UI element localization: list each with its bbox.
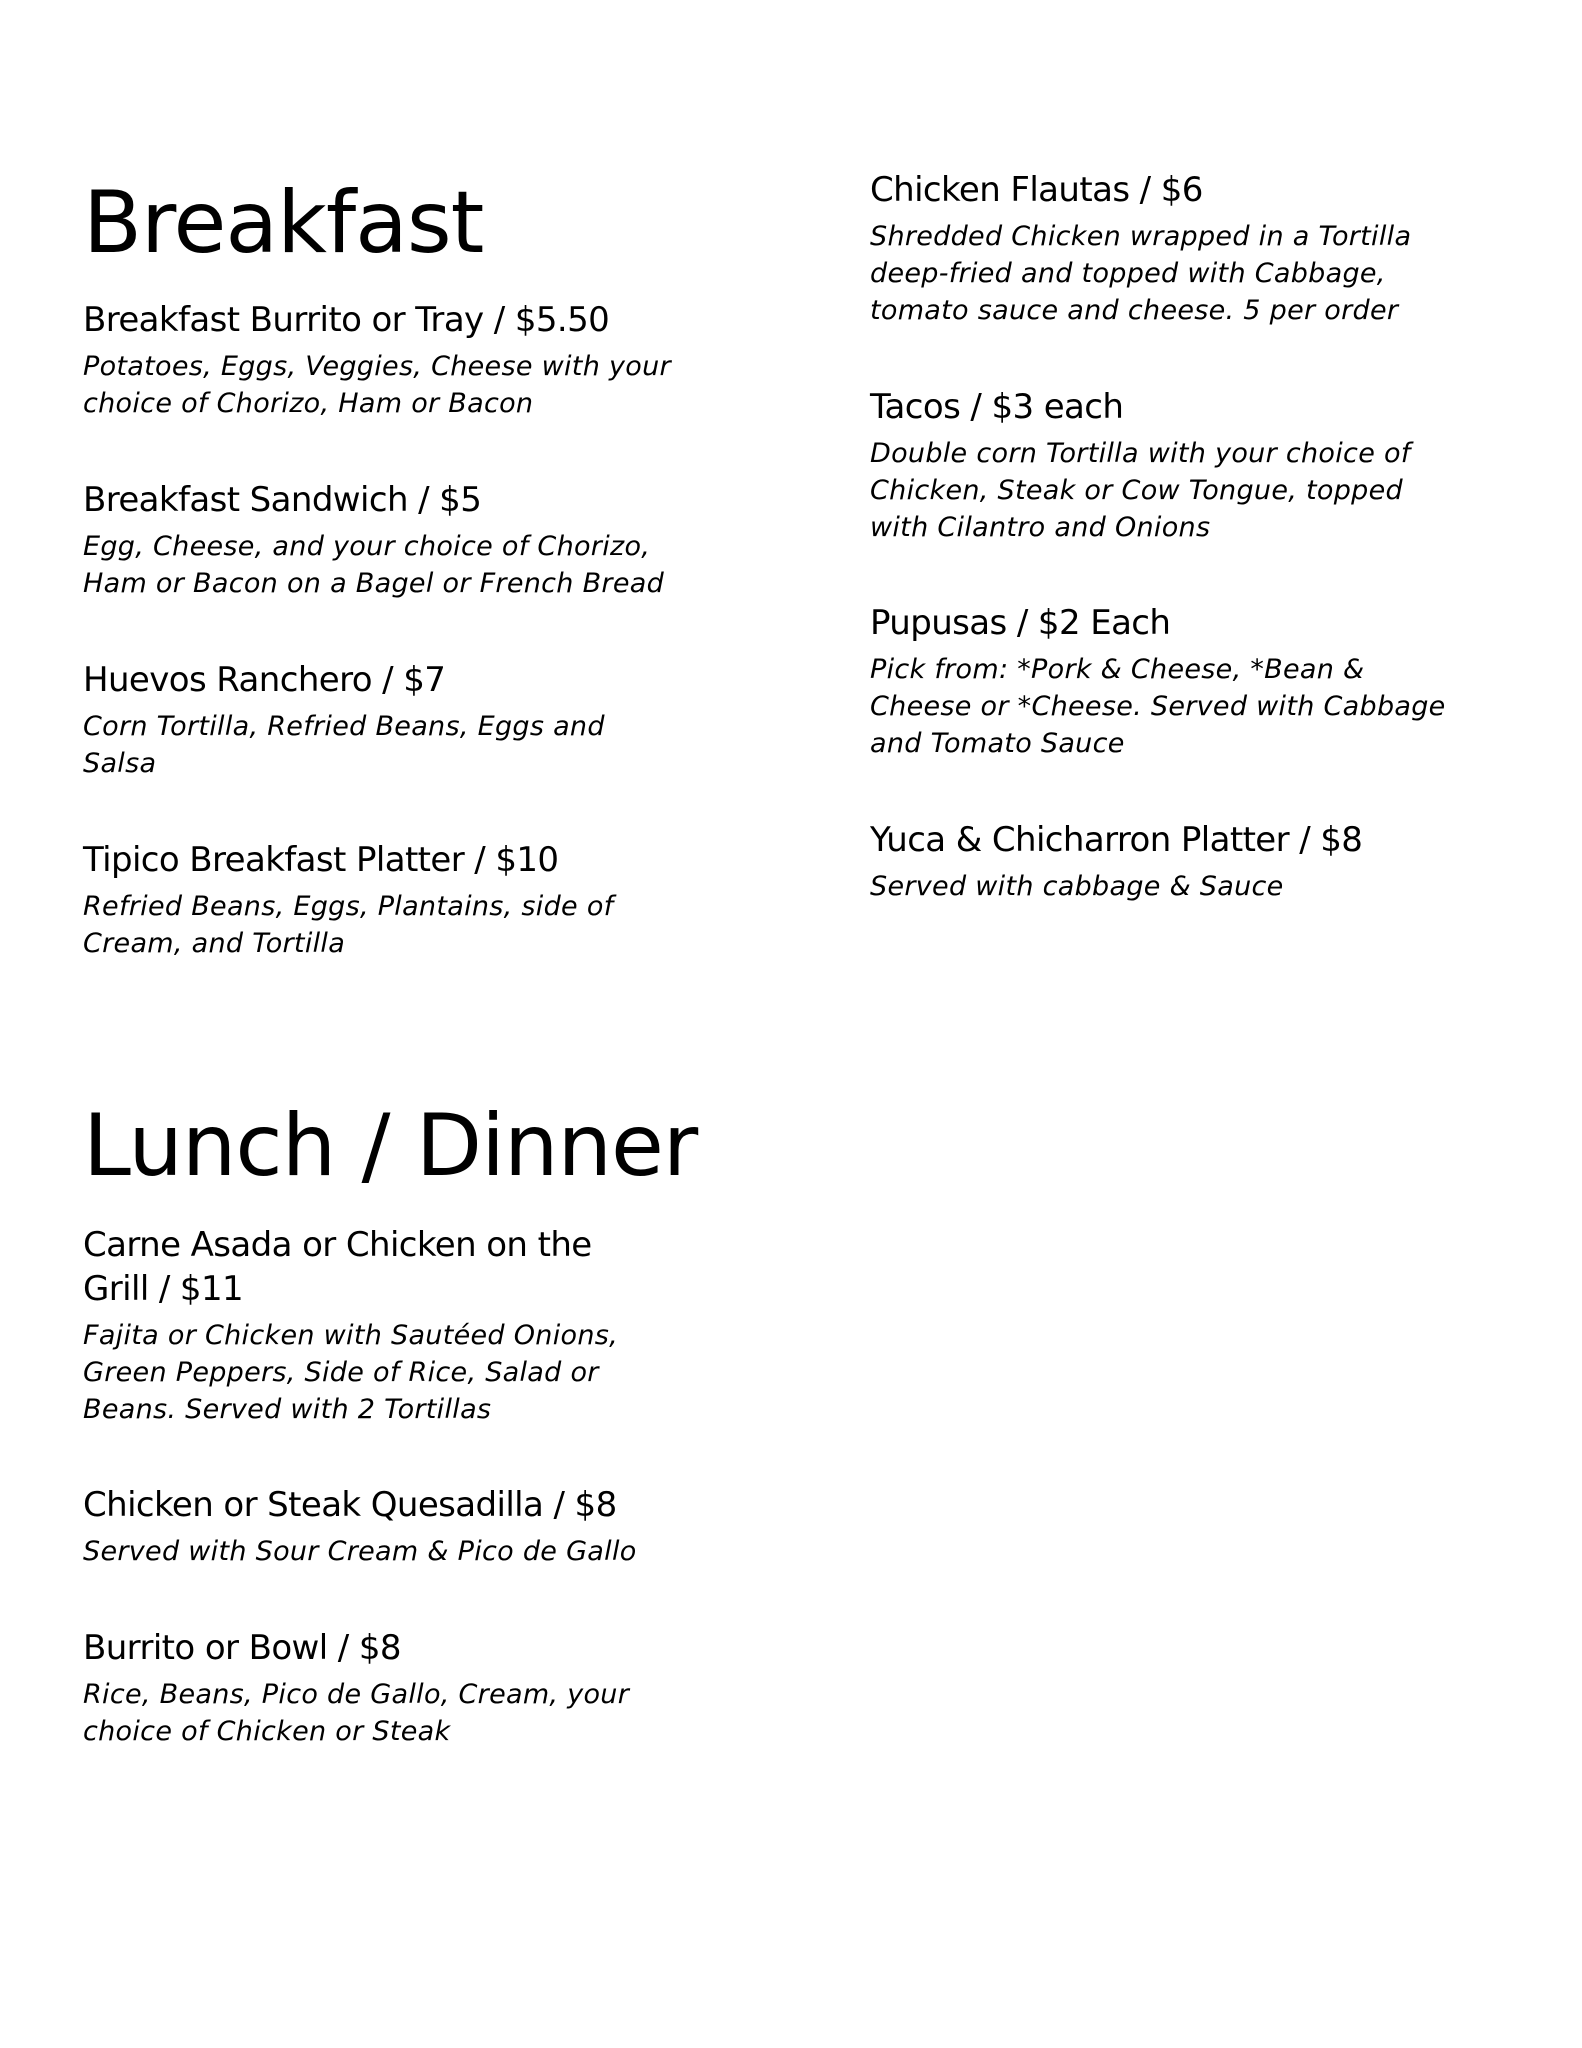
menu-item <box>83 478 664 602</box>
menu-item-name: Breakfast Sandwich / $5 <box>83 480 482 520</box>
menu-item-name: Tacos / $3 each <box>870 387 1124 427</box>
menu-item-description: Fajita or Chicken with Sautéed Onions, Green Peppers, Side of Rice, Salad or Beans. Served with 2 Tortillas <box>83 1320 618 1425</box>
menu-item-description: Corn Tortilla, Refried Beans, Eggs and Salsa <box>83 711 605 779</box>
menu-item-name: Carne Asada or Chicken on the Grill / $11 <box>83 1225 592 1309</box>
menu-item-description: Pick from: *Pork & Cheese, *Bean & Cheese or *Cheese. Served with Cabbage and Tomato Sauce <box>870 654 1446 759</box>
menu-item <box>83 1626 629 1750</box>
breakfast-heading: Breakfast <box>83 173 484 273</box>
menu-item-description: Shredded Chicken wrapped in a Tortilla deep-fried and topped with Cabbage, tomato sauce and cheese. 5 per order <box>870 221 1412 326</box>
menu-item-name: Chicken or Steak Quesadilla / $8 <box>83 1485 617 1525</box>
menu-item <box>870 168 1411 329</box>
menu-item-name: Tipico Breakfast Platter / $10 <box>83 840 559 880</box>
menu-item <box>83 1483 637 1570</box>
menu-item-name: Burrito or Bowl / $8 <box>83 1628 401 1668</box>
lunch-dinner-heading: Lunch / Dinner <box>83 1096 698 1196</box>
menu-item-name: Chicken Flautas / $6 <box>870 170 1203 210</box>
menu-item-name: Pupusas / $2 Each <box>870 603 1171 643</box>
menu-item <box>870 601 1446 762</box>
menu-item-description: Egg, Cheese, and your choice of Chorizo, Ham or Bacon on a Bagel or French Bread <box>83 531 665 599</box>
menu-item-description: Refried Beans, Eggs, Plantains, side of Cream, and Tortilla <box>83 891 614 959</box>
menu-item <box>83 658 605 782</box>
menu-item-description: Rice, Beans, Pico de Gallo, Cream, your choice of Chicken or Steak <box>83 1679 630 1747</box>
menu-item-name: Breakfast Burrito or Tray / $5.50 <box>83 300 610 340</box>
menu-item <box>870 818 1362 905</box>
menu-item <box>83 298 671 422</box>
menu-item <box>83 838 613 962</box>
menu-item-description: Served with cabbage & Sauce <box>870 871 1284 902</box>
menu-item-name: Huevos Ranchero / $7 <box>83 660 446 700</box>
menu-item <box>83 1223 618 1428</box>
menu-item-description: Potatoes, Eggs, Veggies, Cheese with your choice of Chorizo, Ham or Bacon <box>83 351 671 419</box>
menu-item-description: Served with Sour Cream & Pico de Gallo <box>83 1536 637 1567</box>
menu-item-description: Double corn Tortilla with your choice of Chicken, Steak or Cow Tongue, topped with Cilantro and Onions <box>870 438 1411 543</box>
menu-item-name: Yuca & Chicharron Platter / $8 <box>870 820 1363 860</box>
menu-item <box>870 385 1411 546</box>
